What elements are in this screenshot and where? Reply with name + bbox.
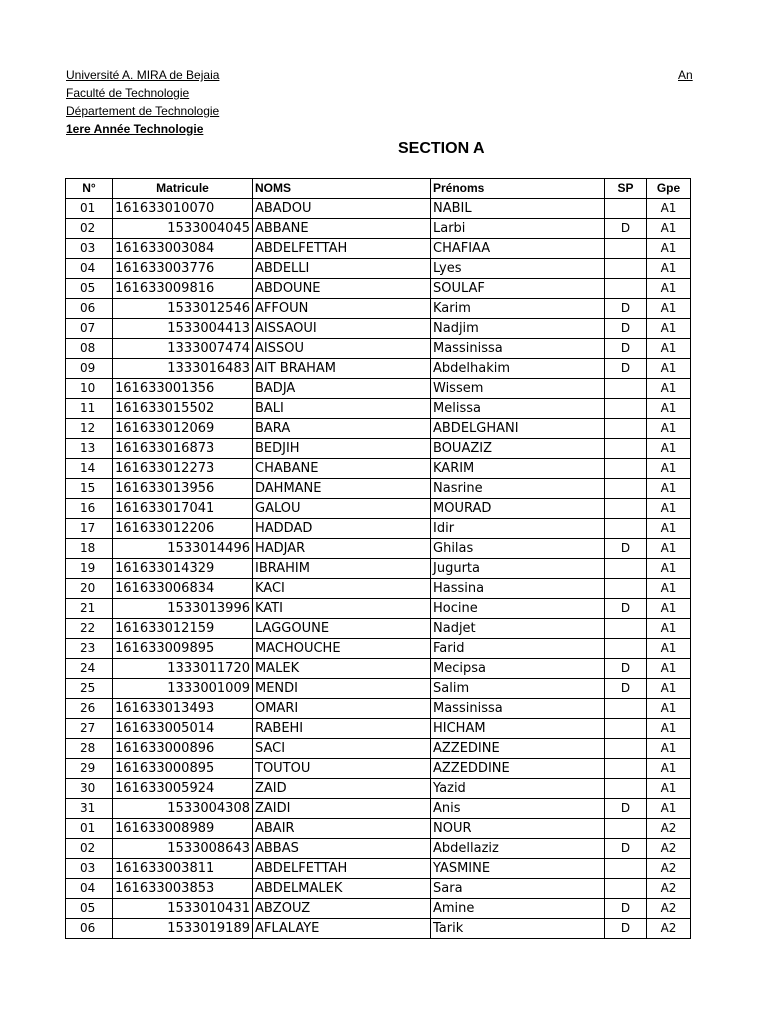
cell-matricule: 161633005924 — [113, 779, 253, 799]
cell-number: 01 — [66, 819, 113, 839]
cell-number: 01 — [66, 199, 113, 219]
cell-gpe: A1 — [647, 239, 691, 259]
cell-prenom: Jugurta — [431, 559, 605, 579]
table-row — [66, 639, 691, 659]
cell-sp — [605, 419, 647, 439]
cell-prenom: Ghilas — [431, 539, 605, 559]
cell-gpe: A1 — [647, 219, 691, 239]
cell-nom: LAGGOUNE — [253, 619, 431, 639]
cell-number: 14 — [66, 459, 113, 479]
cell-prenom: HICHAM — [431, 719, 605, 739]
cell-nom: ABDELFETTAH — [253, 859, 431, 879]
cell-gpe: A1 — [647, 499, 691, 519]
cell-sp: D — [605, 919, 647, 939]
cell-number: 02 — [66, 839, 113, 859]
cell-nom: ABDELFETTAH — [253, 239, 431, 259]
cell-nom: KATI — [253, 599, 431, 619]
table-row — [66, 839, 691, 859]
cell-matricule: 161633013956 — [113, 479, 253, 499]
cell-number: 08 — [66, 339, 113, 359]
cell-matricule: 1333001009 — [113, 679, 253, 699]
table-row — [66, 299, 691, 319]
cell-number: 15 — [66, 479, 113, 499]
cell-gpe: A1 — [647, 279, 691, 299]
cell-nom: TOUTOU — [253, 759, 431, 779]
cell-sp: D — [605, 299, 647, 319]
cell-number: 13 — [66, 439, 113, 459]
cell-sp: D — [605, 339, 647, 359]
table-row — [66, 539, 691, 559]
table-row — [66, 759, 691, 779]
cell-prenom: Massinissa — [431, 699, 605, 719]
cell-nom: ABAIR — [253, 819, 431, 839]
cell-gpe: A1 — [647, 339, 691, 359]
cell-gpe: A1 — [647, 599, 691, 619]
cell-matricule: 161633009816 — [113, 279, 253, 299]
cell-prenom: Farid — [431, 639, 605, 659]
table-row — [66, 579, 691, 599]
cell-sp — [605, 879, 647, 899]
cell-nom: MACHOUCHE — [253, 639, 431, 659]
cell-matricule: 161633016873 — [113, 439, 253, 459]
cell-matricule: 1533004308 — [113, 799, 253, 819]
table-row — [66, 619, 691, 639]
cell-gpe: A1 — [647, 579, 691, 599]
column-header-matricule: Matricule — [113, 179, 253, 199]
cell-gpe: A1 — [647, 439, 691, 459]
cell-sp — [605, 239, 647, 259]
cell-gpe: A1 — [647, 639, 691, 659]
cell-prenom: Wissem — [431, 379, 605, 399]
cell-nom: BEDJIH — [253, 439, 431, 459]
cell-matricule: 161633012069 — [113, 419, 253, 439]
cell-sp: D — [605, 599, 647, 619]
cell-number: 05 — [66, 899, 113, 919]
cell-sp — [605, 479, 647, 499]
cell-number: 05 — [66, 279, 113, 299]
cell-nom: AISSAOUI — [253, 319, 431, 339]
cell-sp — [605, 259, 647, 279]
cell-matricule: 161633015502 — [113, 399, 253, 419]
cell-sp — [605, 619, 647, 639]
table-row — [66, 799, 691, 819]
cell-gpe: A2 — [647, 879, 691, 899]
cell-prenom: Lyes — [431, 259, 605, 279]
cell-nom: AISSOU — [253, 339, 431, 359]
cell-sp: D — [605, 659, 647, 679]
cell-prenom: Nadjim — [431, 319, 605, 339]
cell-prenom: SOULAF — [431, 279, 605, 299]
cell-number: 17 — [66, 519, 113, 539]
table-row — [66, 559, 691, 579]
cell-sp: D — [605, 679, 647, 699]
cell-number: 29 — [66, 759, 113, 779]
cell-prenom: Karim — [431, 299, 605, 319]
cell-number: 06 — [66, 919, 113, 939]
column-header-number: N° — [66, 179, 113, 199]
cell-prenom: Sara — [431, 879, 605, 899]
cell-sp — [605, 279, 647, 299]
cell-nom: ABDELMALEK — [253, 879, 431, 899]
cell-matricule: 1533012546 — [113, 299, 253, 319]
cell-prenom: Abdelhakim — [431, 359, 605, 379]
cell-prenom: Mecipsa — [431, 659, 605, 679]
cell-gpe: A1 — [647, 359, 691, 379]
cell-sp: D — [605, 539, 647, 559]
cell-matricule: 161633009895 — [113, 639, 253, 659]
cell-nom: DAHMANE — [253, 479, 431, 499]
cell-prenom: MOURAD — [431, 499, 605, 519]
cell-nom: MALEK — [253, 659, 431, 679]
cell-number: 18 — [66, 539, 113, 559]
cell-matricule: 161633014329 — [113, 559, 253, 579]
cell-gpe: A2 — [647, 899, 691, 919]
cell-gpe: A2 — [647, 859, 691, 879]
cell-nom: AFFOUN — [253, 299, 431, 319]
table-row — [66, 359, 691, 379]
table-row — [66, 719, 691, 739]
cell-matricule: 161633012206 — [113, 519, 253, 539]
cell-matricule: 1533008643 — [113, 839, 253, 859]
cell-gpe: A1 — [647, 739, 691, 759]
cell-gpe: A1 — [647, 419, 691, 439]
header-corner-text: An — [678, 68, 693, 82]
column-header-noms: NOMS — [253, 179, 431, 199]
cell-matricule: 161633013493 — [113, 699, 253, 719]
table-row — [66, 239, 691, 259]
cell-nom: BADJA — [253, 379, 431, 399]
cell-nom: ZAIDI — [253, 799, 431, 819]
cell-number: 27 — [66, 719, 113, 739]
cell-nom: CHABANE — [253, 459, 431, 479]
cell-sp: D — [605, 219, 647, 239]
cell-gpe: A1 — [647, 479, 691, 499]
cell-matricule: 161633010070 — [113, 199, 253, 219]
cell-nom: HADDAD — [253, 519, 431, 539]
table-row — [66, 919, 691, 939]
cell-sp — [605, 459, 647, 479]
table-row — [66, 859, 691, 879]
table-row — [66, 219, 691, 239]
cell-gpe: A1 — [647, 699, 691, 719]
table-row — [66, 819, 691, 839]
cell-number: 19 — [66, 559, 113, 579]
cell-gpe: A1 — [647, 759, 691, 779]
cell-sp — [605, 559, 647, 579]
cell-matricule: 161633001356 — [113, 379, 253, 399]
cell-prenom: Salim — [431, 679, 605, 699]
cell-nom: AFLALAYE — [253, 919, 431, 939]
department-name: Département de Technologie — [66, 104, 220, 118]
cell-nom: ABADOU — [253, 199, 431, 219]
cell-number: 20 — [66, 579, 113, 599]
cell-gpe: A1 — [647, 559, 691, 579]
cell-nom: BARA — [253, 419, 431, 439]
cell-nom: KACI — [253, 579, 431, 599]
cell-sp: D — [605, 799, 647, 819]
cell-number: 23 — [66, 639, 113, 659]
cell-nom: ABZOUZ — [253, 899, 431, 919]
cell-number: 31 — [66, 799, 113, 819]
cell-sp — [605, 859, 647, 879]
cell-nom: GALOU — [253, 499, 431, 519]
cell-prenom: NOUR — [431, 819, 605, 839]
faculty-name: Faculté de Technologie — [66, 86, 190, 100]
cell-number: 07 — [66, 319, 113, 339]
cell-sp — [605, 399, 647, 419]
cell-sp: D — [605, 319, 647, 339]
cell-prenom: CHAFIAA — [431, 239, 605, 259]
cell-matricule: 161633003084 — [113, 239, 253, 259]
cell-prenom: Nadjet — [431, 619, 605, 639]
table-row — [66, 499, 691, 519]
cell-prenom: Larbi — [431, 219, 605, 239]
cell-nom: IBRAHIM — [253, 559, 431, 579]
table-row — [66, 699, 691, 719]
cell-number: 24 — [66, 659, 113, 679]
cell-number: 09 — [66, 359, 113, 379]
cell-prenom: YASMINE — [431, 859, 605, 879]
cell-number: 28 — [66, 739, 113, 759]
column-header-sp: SP — [605, 179, 647, 199]
column-header-gpe: Gpe — [647, 179, 691, 199]
cell-gpe: A1 — [647, 319, 691, 339]
cell-gpe: A1 — [647, 779, 691, 799]
table-row — [66, 739, 691, 759]
student-table — [65, 178, 691, 939]
cell-matricule: 161633005014 — [113, 719, 253, 739]
cell-matricule: 161633003776 — [113, 259, 253, 279]
cell-matricule: 161633000895 — [113, 759, 253, 779]
cell-gpe: A2 — [647, 839, 691, 859]
cell-sp — [605, 819, 647, 839]
table-row — [66, 199, 691, 219]
table-row — [66, 879, 691, 899]
cell-number: 12 — [66, 419, 113, 439]
cell-nom: ABDELLI — [253, 259, 431, 279]
cell-number: 26 — [66, 699, 113, 719]
cell-sp — [605, 499, 647, 519]
cell-sp: D — [605, 899, 647, 919]
cell-nom: SACI — [253, 739, 431, 759]
cell-prenom: Massinissa — [431, 339, 605, 359]
year-label: 1ere Année Technologie — [66, 122, 204, 136]
cell-matricule: 1333007474 — [113, 339, 253, 359]
cell-prenom: AZZEDDINE — [431, 759, 605, 779]
cell-number: 21 — [66, 599, 113, 619]
table-row — [66, 399, 691, 419]
table-row — [66, 419, 691, 439]
cell-prenom: Anis — [431, 799, 605, 819]
table-row — [66, 519, 691, 539]
cell-matricule: 161633012159 — [113, 619, 253, 639]
cell-sp: D — [605, 359, 647, 379]
cell-nom: ZAID — [253, 779, 431, 799]
cell-gpe: A1 — [647, 659, 691, 679]
university-name: Université A. MIRA de Bejaia — [66, 68, 220, 82]
cell-number: 04 — [66, 259, 113, 279]
table-row — [66, 659, 691, 679]
cell-gpe: A1 — [647, 459, 691, 479]
section-title: SECTION A — [398, 140, 485, 157]
cell-sp — [605, 199, 647, 219]
cell-prenom: Idir — [431, 519, 605, 539]
cell-nom: ABBANE — [253, 219, 431, 239]
cell-matricule: 1533010431 — [113, 899, 253, 919]
cell-matricule: 161633003853 — [113, 879, 253, 899]
cell-matricule: 161633003811 — [113, 859, 253, 879]
cell-nom: HADJAR — [253, 539, 431, 559]
table-row — [66, 899, 691, 919]
cell-matricule: 161633000896 — [113, 739, 253, 759]
table-header-row — [66, 179, 691, 199]
cell-prenom: Amine — [431, 899, 605, 919]
table-row — [66, 439, 691, 459]
cell-nom: RABEHI — [253, 719, 431, 739]
table-row — [66, 779, 691, 799]
cell-prenom: Hassina — [431, 579, 605, 599]
cell-nom: OMARI — [253, 699, 431, 719]
cell-gpe: A1 — [647, 299, 691, 319]
cell-gpe: A2 — [647, 819, 691, 839]
cell-number: 02 — [66, 219, 113, 239]
cell-matricule: 161633017041 — [113, 499, 253, 519]
cell-gpe: A1 — [647, 519, 691, 539]
cell-nom: ABBAS — [253, 839, 431, 859]
cell-prenom: BOUAZIZ — [431, 439, 605, 459]
cell-matricule: 1533004413 — [113, 319, 253, 339]
cell-number: 11 — [66, 399, 113, 419]
cell-number: 03 — [66, 859, 113, 879]
cell-matricule: 161633006834 — [113, 579, 253, 599]
cell-prenom: Tarik — [431, 919, 605, 939]
cell-nom: MENDI — [253, 679, 431, 699]
cell-sp — [605, 519, 647, 539]
cell-prenom: ABDELGHANI — [431, 419, 605, 439]
cell-matricule: 1333016483 — [113, 359, 253, 379]
cell-gpe: A1 — [647, 539, 691, 559]
cell-number: 16 — [66, 499, 113, 519]
cell-gpe: A1 — [647, 799, 691, 819]
cell-matricule: 1333011720 — [113, 659, 253, 679]
cell-number: 10 — [66, 379, 113, 399]
table-row — [66, 679, 691, 699]
cell-number: 22 — [66, 619, 113, 639]
cell-sp — [605, 379, 647, 399]
cell-matricule: 161633012273 — [113, 459, 253, 479]
cell-number: 25 — [66, 679, 113, 699]
cell-sp — [605, 699, 647, 719]
cell-number: 03 — [66, 239, 113, 259]
cell-gpe: A1 — [647, 259, 691, 279]
table-row — [66, 259, 691, 279]
cell-sp: D — [605, 839, 647, 859]
cell-number: 06 — [66, 299, 113, 319]
cell-prenom: Yazid — [431, 779, 605, 799]
cell-sp — [605, 579, 647, 599]
cell-prenom: Hocine — [431, 599, 605, 619]
cell-matricule: 1533013996 — [113, 599, 253, 619]
cell-gpe: A2 — [647, 919, 691, 939]
cell-nom: BALI — [253, 399, 431, 419]
cell-prenom: AZZEDINE — [431, 739, 605, 759]
table-row — [66, 379, 691, 399]
cell-sp — [605, 719, 647, 739]
cell-gpe: A1 — [647, 679, 691, 699]
cell-prenom: KARIM — [431, 459, 605, 479]
cell-number: 04 — [66, 879, 113, 899]
cell-matricule: 161633008989 — [113, 819, 253, 839]
cell-prenom: Melissa — [431, 399, 605, 419]
cell-prenom: NABIL — [431, 199, 605, 219]
cell-nom: ABDOUNE — [253, 279, 431, 299]
cell-sp — [605, 739, 647, 759]
table-row — [66, 479, 691, 499]
cell-matricule: 1533004045 — [113, 219, 253, 239]
cell-gpe: A1 — [647, 379, 691, 399]
cell-sp — [605, 439, 647, 459]
cell-gpe: A1 — [647, 399, 691, 419]
cell-prenom: Abdellaziz — [431, 839, 605, 859]
cell-number: 30 — [66, 779, 113, 799]
cell-sp — [605, 639, 647, 659]
table-row — [66, 279, 691, 299]
table-row — [66, 459, 691, 479]
cell-nom: AIT BRAHAM — [253, 359, 431, 379]
cell-prenom: Nasrine — [431, 479, 605, 499]
table-row — [66, 339, 691, 359]
cell-gpe: A1 — [647, 619, 691, 639]
column-header-prenoms: Prénoms — [431, 179, 605, 199]
cell-matricule: 1533014496 — [113, 539, 253, 559]
cell-sp — [605, 759, 647, 779]
cell-gpe: A1 — [647, 199, 691, 219]
table-row — [66, 599, 691, 619]
cell-gpe: A1 — [647, 719, 691, 739]
cell-matricule: 1533019189 — [113, 919, 253, 939]
table-row — [66, 319, 691, 339]
cell-sp — [605, 779, 647, 799]
